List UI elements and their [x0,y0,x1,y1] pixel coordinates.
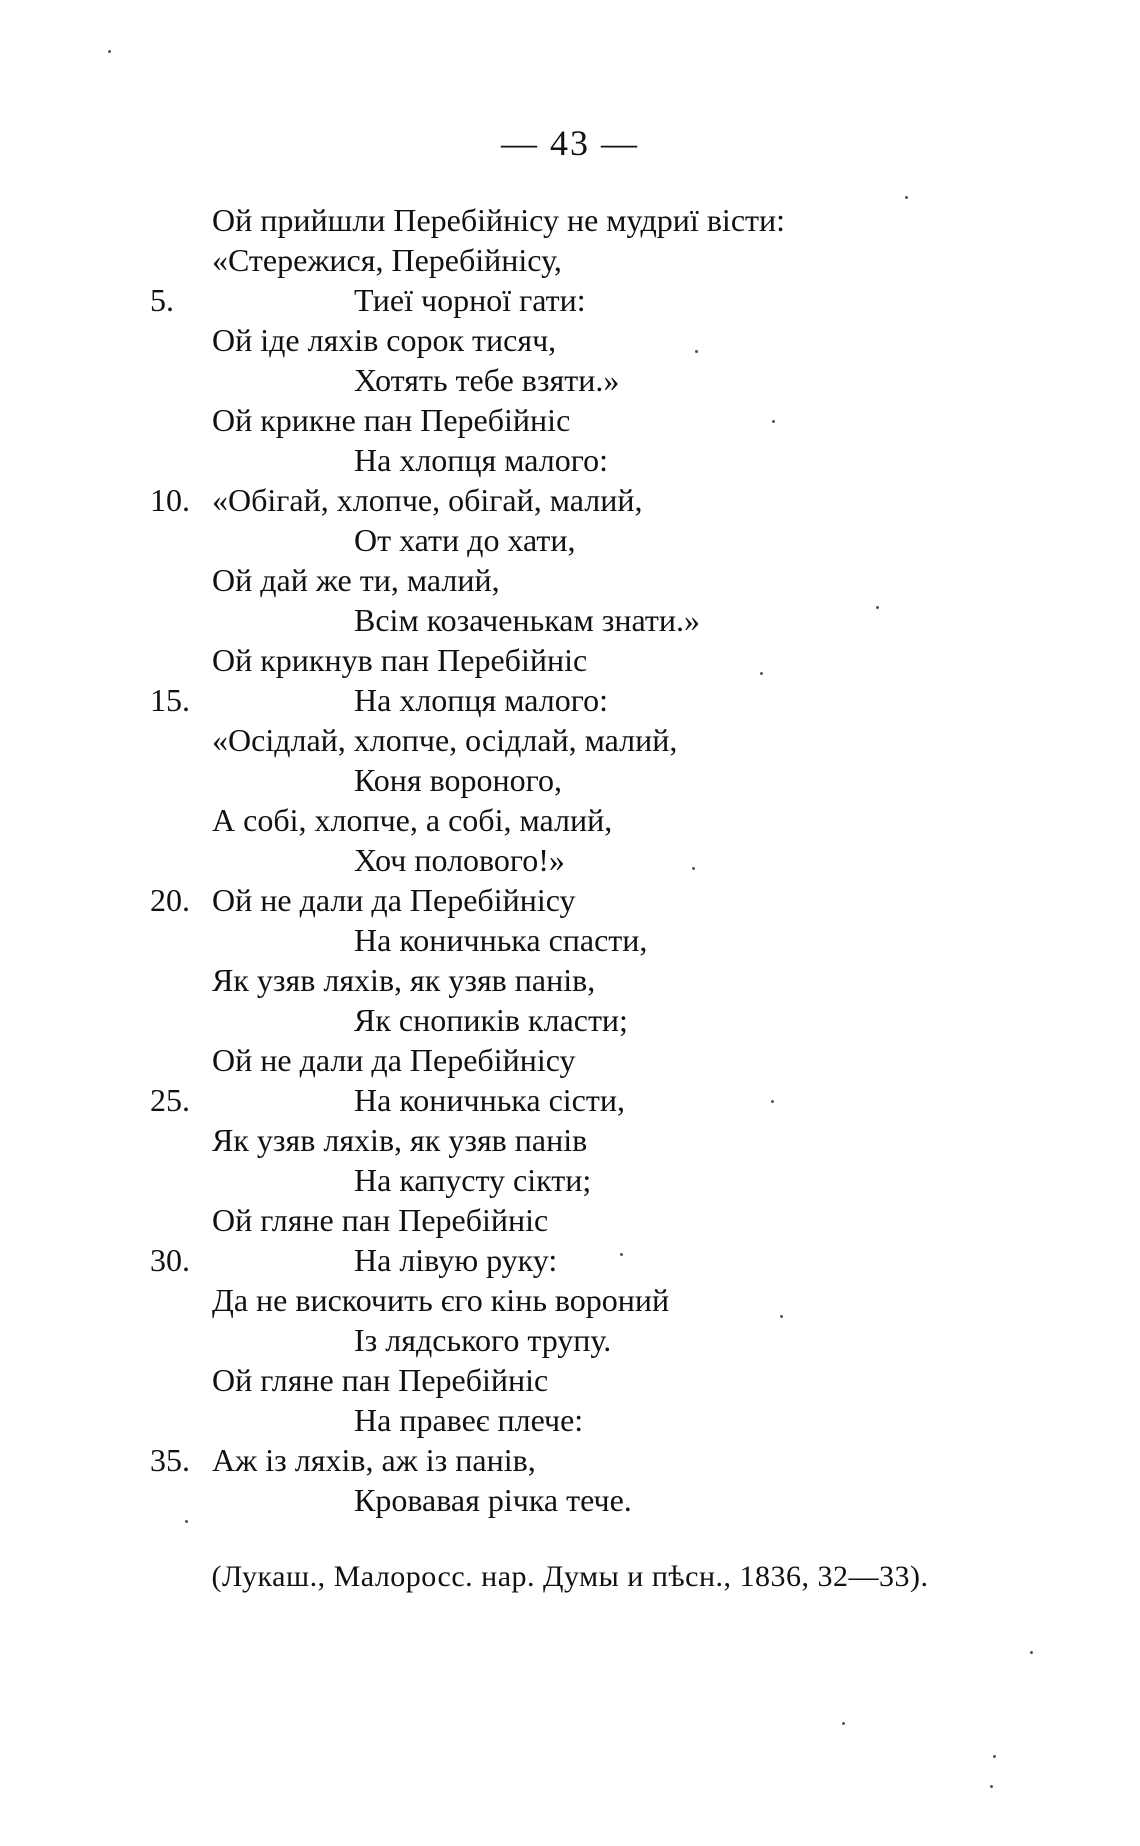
poem-line [0,360,1140,400]
line-number: 35. [150,1442,190,1478]
line-number: 25. [150,1082,190,1118]
line-text: Ой гляне пан Перебійніс [212,1202,549,1238]
line-number: 20. [150,882,190,918]
poem-line [0,560,1140,600]
line-text: Ой іде ляхів сорок тисяч, [212,322,557,358]
line-text: На хлопця малого: [354,682,608,718]
poem-line [0,400,1140,440]
line-text: Хоч полового!» [354,842,565,878]
poem-line [0,1080,1140,1120]
line-text: Ой гляне пан Перебійніс [212,1362,549,1398]
poem-line [0,280,1140,320]
line-text: На капусту сікти; [354,1162,592,1198]
poem-line [0,1280,1140,1320]
poem-line [0,640,1140,680]
poem-line [0,240,1140,280]
poem-line [0,1240,1140,1280]
poem-line [0,1480,1140,1520]
line-text: Ой дай же ти, малий, [212,562,500,598]
line-text: Ой прийшли Перебійнісу не мудриї вісти: [212,202,786,238]
scan-speck [780,1315,783,1318]
scan-speck [993,1755,996,1758]
line-text: Із лядського трупу. [354,1322,612,1358]
line-number: 30. [150,1242,190,1278]
line-text: На коничнька спасти, [354,922,648,958]
line-text: Да не вискочить єго кінь вороний [212,1282,670,1318]
line-text: Тиеї чорної гати: [354,282,586,318]
scan-speck [620,1253,623,1256]
scan-speck [1030,1651,1033,1654]
page-number: — 43 — [501,123,639,163]
poem-line [0,1200,1140,1240]
line-text: «Осідлай, хлопче, осідлай, малий, [212,722,678,758]
scan-speck [760,672,763,675]
line-text: На правеє плече: [354,1402,584,1438]
line-text: Хотять тебе взяти.» [354,362,620,398]
poem-line [0,840,1140,880]
line-text: От хати до хати, [354,522,576,558]
source-citation: (Лукаш., Малоросс. нар. Думы и пѣсн., 1836, 32—33). [211,1560,929,1593]
scan-speck [771,1100,774,1103]
poem-line [0,1040,1140,1080]
line-text: Всім козаченькам знати.» [354,602,700,638]
poem-line [0,200,1140,240]
poem-line [0,440,1140,480]
scan-speck [695,350,698,353]
line-text: Аж із ляхів, аж із панів, [212,1442,536,1478]
line-text: «Обігай, хлопче, обігай, малий, [212,482,643,518]
poem-line [0,520,1140,560]
poem-line [0,760,1140,800]
poem-line [0,1120,1140,1160]
scan-speck [772,420,775,423]
scan-speck [905,196,908,199]
line-text: Ой крикне пан Перебійніс [212,402,571,438]
line-number: 10. [150,482,190,518]
line-text: Кровавая річка тече. [354,1482,632,1518]
line-text: Як узяв ляхів, як узяв панів, [212,962,596,998]
scan-speck [108,50,111,53]
poem-line [0,1160,1140,1200]
poem-line [0,320,1140,360]
poem-body [0,200,1140,1520]
line-text: Як снопиків класти; [354,1002,628,1038]
poem-line [0,1000,1140,1040]
poem-line [0,1440,1140,1480]
line-text: Ой крикнув пан Перебійніс [212,642,588,678]
poem-line [0,920,1140,960]
scan-speck [692,867,695,870]
line-text: Коня вороного, [354,762,562,798]
scan-speck [842,1722,845,1725]
scan-speck [185,1520,188,1523]
line-number: 5. [150,282,174,318]
line-text: А собі, хлопче, а собі, малий, [212,802,613,838]
poem-line [0,1360,1140,1400]
poem-line [0,600,1140,640]
poem-line [0,1400,1140,1440]
scan-speck [876,606,879,609]
poem-line [0,480,1140,520]
line-text: Ой не дали да Перебійнісу [212,1042,576,1078]
line-text: На коничнька сісти, [354,1082,625,1118]
poem-line [0,960,1140,1000]
line-text: На лівую руку: [354,1242,558,1278]
poem-line [0,880,1140,920]
poem-line [0,680,1140,720]
poem-line [0,720,1140,760]
line-text: Ой не дали да Перебійнісу [212,882,576,918]
line-text: «Стережися, Перебійнісу, [212,242,562,278]
line-text: На хлопця малого: [354,442,608,478]
poem-line [0,800,1140,840]
line-number: 15. [150,682,190,718]
poem-line [0,1320,1140,1360]
scan-speck [990,1785,993,1788]
line-text: Як узяв ляхів, як узяв панів [212,1122,588,1158]
